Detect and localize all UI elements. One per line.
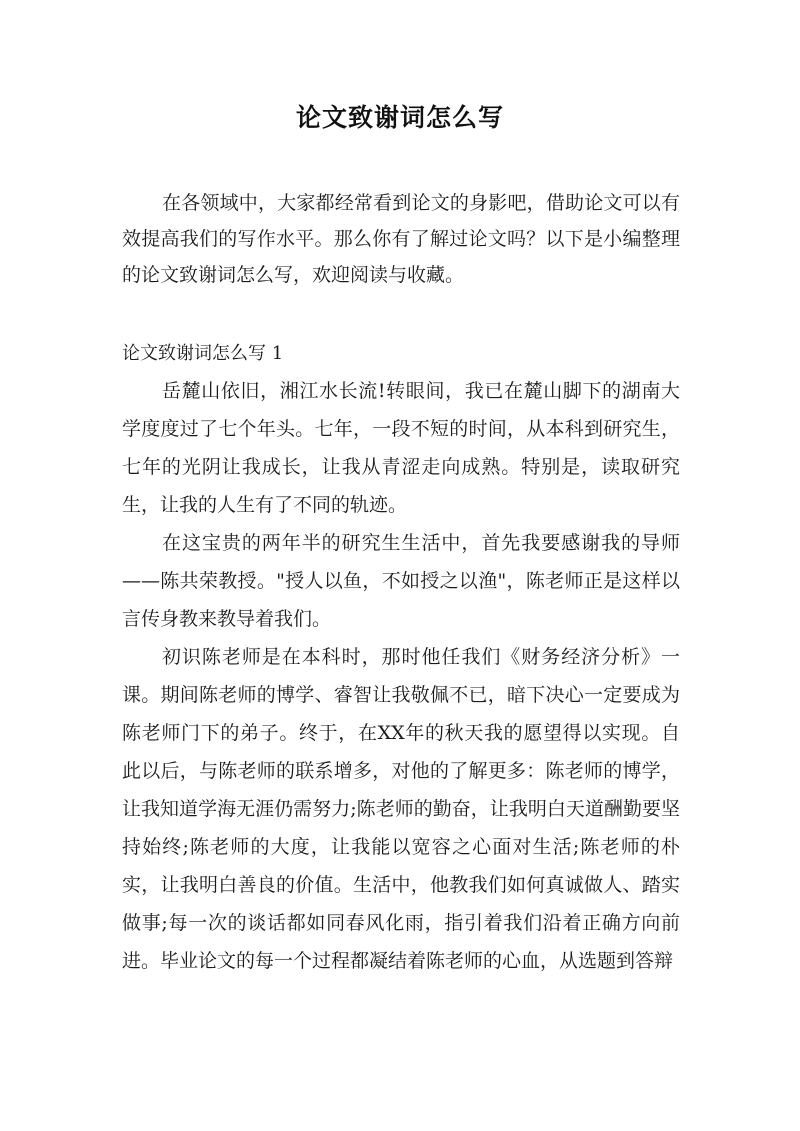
intro-paragraph: 在各领域中，大家都经常看到论文的身影吧，借助论文可以有效提高我们的写作水平。那么你有了解过论文吗？以下是小编整理的论文致谢词怎么写，欢迎阅读与收藏。 (122, 192, 680, 286)
section-body (122, 372, 680, 980)
section-paragraph: 岳麓山依旧，湘江水长流!转眼间，我已在麓山脚下的湖南大学度度过了七个年头。七年，一段不短的时间，从本科到研究生，七年的光阴让我成长，让我从青涩走向成熟。特别是，读取研究生，让我的人生有了不同的轨迹。 (122, 380, 680, 516)
document-title: 论文致谢词怎么写 (295, 103, 504, 132)
section-heading: 论文致谢词怎么写 1 (122, 343, 284, 364)
section-paragraph: 在这宝贵的两年半的研究生生活中，首先我要感谢我的导师——陈共荣教授。"授人以鱼，不如授之以渔"，陈老师正是这样以言传身教来教导着我们。 (122, 532, 680, 630)
section-paragraph: 初识陈老师是在本科时，那时他任我们《财务经济分析》一课。期间陈老师的博学、睿智让我敬佩不已，暗下决心一定要成为陈老师门下的弟子。终于，在XX年的秋天我的愿望得以实现。自此以后，与陈老师的联系增多，对他的了解更多：陈老师的博学，让我知道学海无涯仍需努力;陈老师的勤奋，让我明白天道酬勤要坚持始终;陈老师的大度，让我能以宽容之心面对生活;陈老师的朴实，让我明白善良的价值。生活中，他教我们如何真诚做人、踏实做事;每一次的谈话都如同春风化雨，指引着我们沿着正确方向前进。毕业论文的每一个过程都凝结着陈老师的心血，从选题到答辩 (122, 646, 680, 972)
